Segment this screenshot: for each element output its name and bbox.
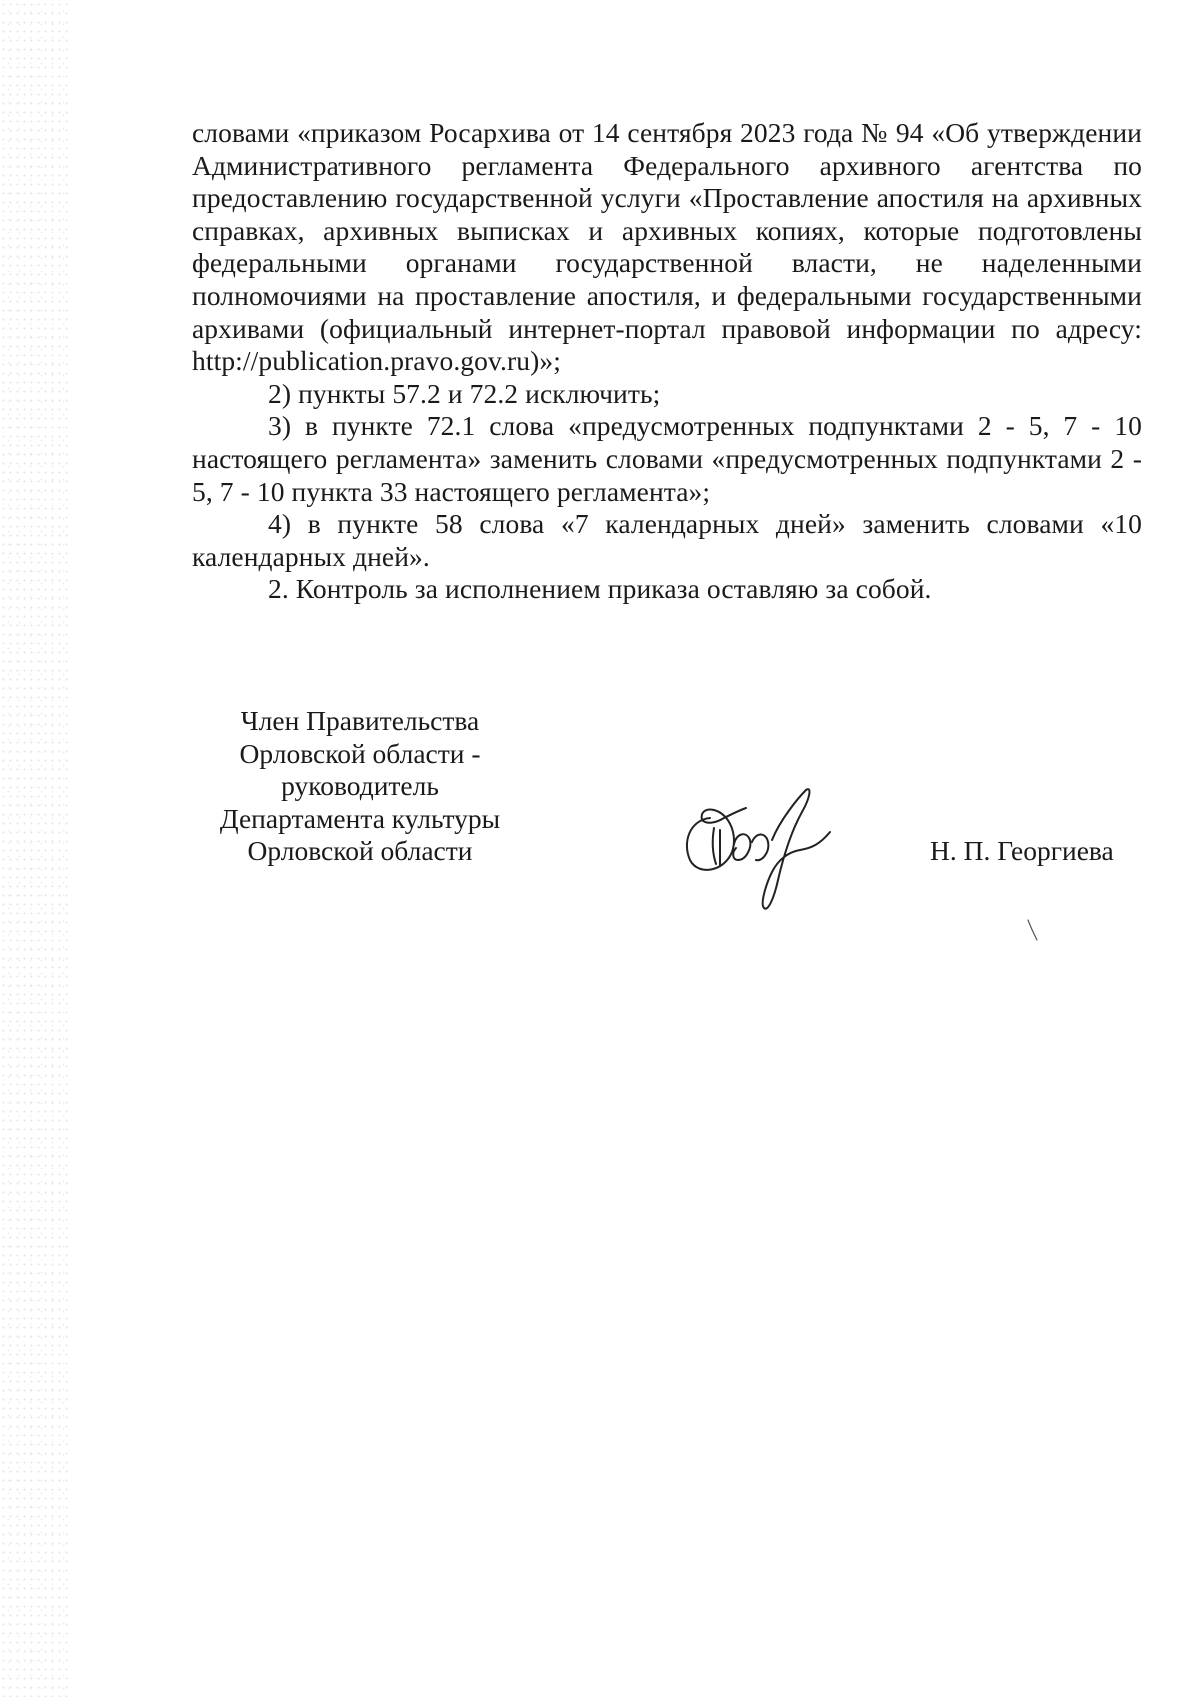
handwritten-signature-icon [680, 780, 840, 920]
scan-stray-mark [1026, 918, 1040, 942]
paragraph-item-2: 2) пункты 57.2 и 72.2 исключить; [268, 377, 661, 409]
position-line: Департамента культуры [219, 802, 501, 834]
paragraph-item-3: 3) в пункте 72.1 слова «предусмотренных подпунктами 2 - 5, 7 - 10 настоящего регламента» заменить словами «предусмотренных подпунктами 2 - 5, 7 - 10 пункта 33 настоящего регламента»; [192, 410, 1142, 507]
position-line: Орловской области - [239, 737, 481, 769]
signatory-position [190, 705, 530, 868]
scan-artifact-strip [0, 0, 70, 1697]
position-line: Член Правительства [240, 705, 480, 736]
paragraph-continuation: словами «приказом Росархива от 14 сентября 2023 года № 94 «Об утверждении Административного регламента Федерального архивного агентства по предоставлению государственной услуги «Проставление апостиля на архивных справках, архивных выписках и архивных копиях, которые подготовлены федеральными органами государственной власти, не наделенными полномочиями на проставление апостиля, и федеральными государственными архивами (официальный интернет-портал правовой информации по адресу: http://publication.pravo.gov.ru)»; [192, 117, 1142, 377]
paragraph-control-clause: 2. Контроль за исполнением приказа оставляю за собой. [268, 573, 932, 605]
paragraph-item-4: 4) в пункте 58 слова «7 календарных дней» заменить словами «10 календарных дней». [192, 508, 1142, 572]
position-line: Орловской области [247, 835, 473, 866]
signer-name: Н. П. Георгиева [930, 835, 1114, 866]
position-line: руководитель [281, 770, 439, 801]
document-body [192, 117, 1142, 606]
